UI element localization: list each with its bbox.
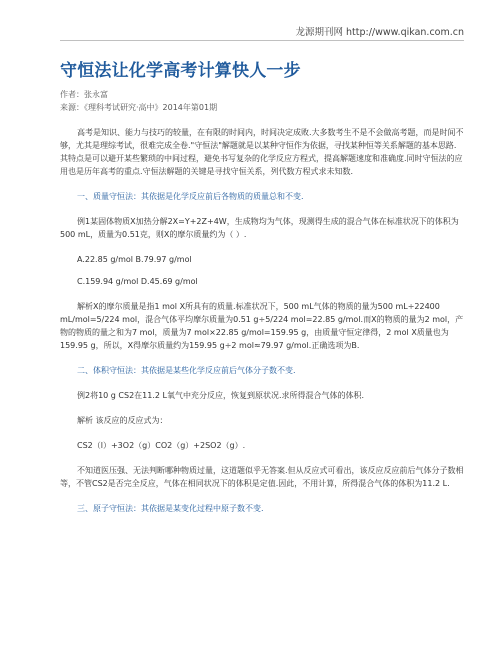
analysis-2-intro: 解析 该反应的反应式为： — [77, 416, 168, 425]
article-source: 来源：《理科考试研究·高中》2014年第01期 — [60, 103, 218, 112]
analysis-1: 解析X的摩尔质量是指1 mol X所具有的质量.标准状况下，500 mL气体的物质的量为500 mL÷22400 mL/mol=5/224 mol，混合气体平均摩尔质量为0.51 g÷5/224 mol=22.85 g/mol.而X的物质的量为2 mol，产物的物质的量之和为7 mol，质量为7 mol×22.85 g/mol=159.95 g，由质量守恒定律得，2 mol X质量也为159.95 g，所以，X得摩尔质量约为159.95 g÷2 mol≈79.97 g/mol.正确选项为B. — [60, 302, 464, 350]
analysis-2-body: 不知道医压强、无法判断哪种物质过量，这道题似乎无答案.但从反应式可看出，该反应反应前后气体分子数相等，不管CS2是否完全反应，气体在相同状况下的体积是定值.因此，不用计算，所得混合气体的体积为11.2 L. — [60, 466, 464, 488]
reaction-equation: CS2（l）+3O2（g）CO2（g）+2SO2（g）. — [77, 441, 246, 450]
section-heading-mass: 一、质量守恒法：其依据是化学反应前后各物质的质量总和不变. — [77, 192, 304, 201]
example-2: 例2将10 g CS2在11.2 L氧气中充分反应，恢复到原状况.求所得混合气体的体积. — [77, 391, 365, 400]
options-ab: A.22.85 g/mol B.79.97 g/mol — [77, 255, 192, 264]
intro-paragraph: 高考是知识、能力与技巧的较量，在有限的时间内，时间决定成败.大多数考生不是不会做高考题，而是时间不够，尤其是理综考试，很难完成全卷."守恒法"解题就是以某种守恒作为依据，寻找某种恒等关系解题的基本思路.其特点是可以避开某些繁琐的中间过程，避免书写复杂的化学反应方程式，提高解题速度和准确度.同时守恒法的应用也是历年高考的重点.守恒法解题的关键是寻找守恒关系，列代数方程式求未知数. — [60, 128, 464, 176]
article-title: 守恒法让化学高考计算快人一步 — [60, 61, 301, 81]
options-cd: C.159.94 g/mol D.45.69 g/mol — [77, 277, 198, 286]
section-heading-volume: 二、体积守恒法：其依据是某些化学反应前后气体分子数不变. — [77, 366, 296, 375]
article-body — [60, 60, 464, 515]
header-divider — [60, 40, 464, 41]
section-heading-atom: 三、原子守恒法：其依据是某变化过程中原子数不变. — [77, 504, 264, 513]
example-1: 例1某固体物质X加热分解2X=Y+2Z+4W，生成物均为气体，现测得生成的混合气体在标准状况下的体积为500 mL，质量为0.51克，则X的摩尔质量约为（ ）. — [60, 217, 459, 239]
article-author: 作者：张永富 — [60, 90, 108, 99]
site-header: 龙源期刊网 http://www.qikan.com.cn — [295, 27, 464, 38]
